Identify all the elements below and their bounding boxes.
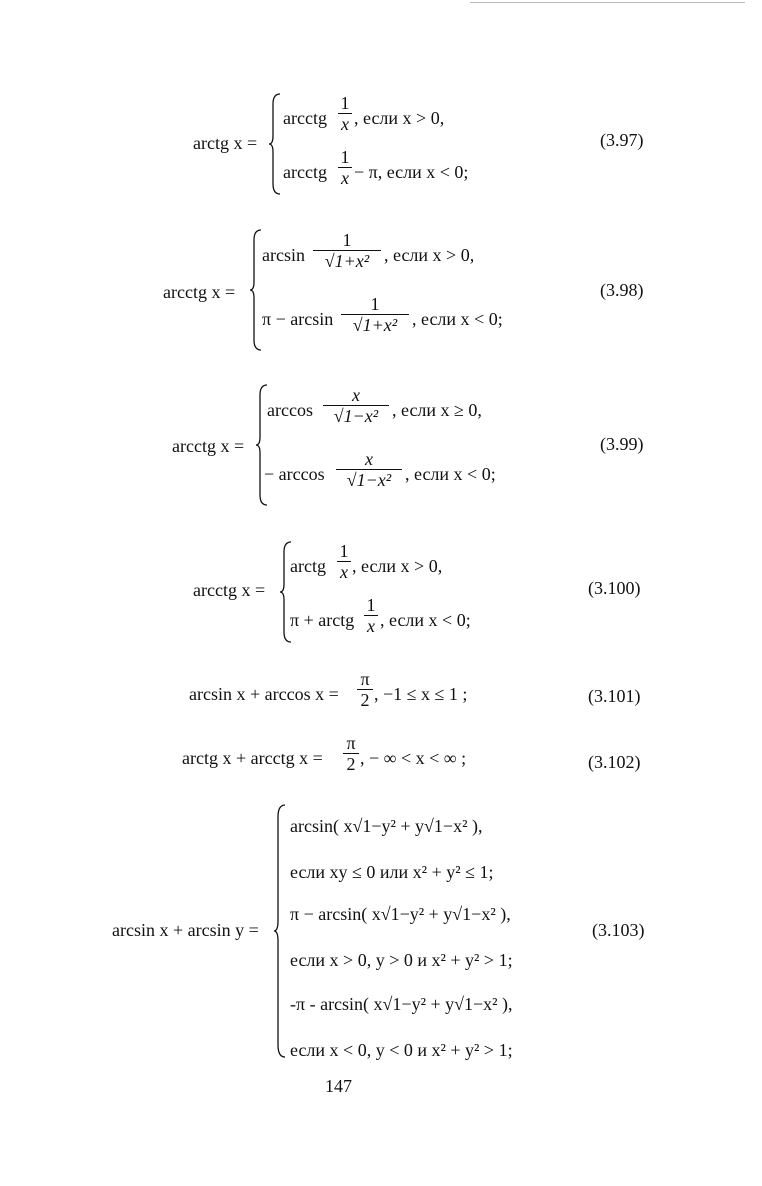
eq-lhs: arcctg x =: [172, 436, 245, 456]
equation-number: (3.98): [600, 280, 644, 300]
equation-number: (3.101): [588, 686, 641, 706]
fraction: 1 x: [338, 94, 352, 133]
fraction: x √1−x²: [323, 386, 389, 425]
left-brace: [249, 228, 263, 352]
case-condition: , если x > 0,: [384, 245, 475, 265]
case-condition: , если x < 0;: [412, 309, 503, 329]
case-line-6: если x < 0, y < 0 и x² + y² > 1;: [290, 1040, 513, 1060]
fraction: x √1−x²: [336, 450, 402, 489]
eq-lhs: arcsin x + arcsin y =: [112, 920, 259, 940]
eq-condition: , −1 ≤ x ≤ 1 ;: [374, 684, 468, 704]
eq-lhs: arcctg x =: [193, 580, 266, 600]
equation-number: (3.99): [600, 434, 644, 454]
eq-lhs: arcsin x + arccos x =: [189, 684, 339, 704]
fraction: 1 √1+x²: [313, 231, 381, 270]
equation-number: (3.102): [588, 752, 641, 772]
top-rule: [470, 2, 745, 3]
case-condition: , если x > 0,: [354, 108, 445, 128]
case-line-3: π − arcsin( x√1−y² + y√1−x² ),: [290, 904, 511, 924]
case-condition: − π, если x < 0;: [354, 162, 469, 182]
case-func: − arccos: [264, 464, 325, 484]
case-func: arccos: [267, 400, 313, 420]
eq-lhs: arctg x =: [193, 133, 258, 153]
fraction: 1 x: [364, 596, 378, 635]
left-brace: [273, 803, 287, 1059]
fraction: π 2: [343, 734, 359, 773]
case-condition: , если x < 0;: [380, 610, 471, 630]
fraction: 1 √1+x²: [341, 295, 409, 334]
case-line-2: если xy ≤ 0 или x² + y² ≤ 1;: [290, 862, 494, 882]
eq-condition: , − ∞ < x < ∞ ;: [360, 748, 467, 768]
case-func: π − arcsin: [262, 309, 334, 329]
eq-lhs: arctg x + arcctg x =: [182, 748, 323, 768]
eq-lhs: arcctg x =: [163, 282, 236, 302]
fraction: 1 x: [337, 542, 351, 581]
case-line-4: если x > 0, y > 0 и x² + y² > 1;: [290, 950, 513, 970]
case-func: π + arctg: [290, 610, 355, 630]
case-condition: , если x ≥ 0,: [392, 400, 482, 420]
fraction: 1 x: [338, 148, 352, 187]
left-brace: [268, 92, 282, 196]
case-func: arcctg: [283, 108, 327, 128]
case-func: arctg: [290, 556, 326, 576]
case-condition: , если x < 0;: [405, 464, 496, 484]
case-line-5: -π - arcsin( x√1−y² + y√1−x² ),: [290, 994, 513, 1014]
case-func: arcctg: [283, 162, 327, 182]
equation-number: (3.97): [600, 130, 644, 150]
equation-number: (3.100): [588, 578, 641, 598]
page-number: 147: [325, 1076, 352, 1096]
case-func: arcsin: [262, 245, 305, 265]
case-condition: , если x > 0,: [352, 556, 443, 576]
fraction: π 2: [357, 670, 373, 709]
equation-number: (3.103): [592, 920, 645, 940]
case-line-1: arcsin( x√1−y² + y√1−x² ),: [290, 816, 483, 836]
